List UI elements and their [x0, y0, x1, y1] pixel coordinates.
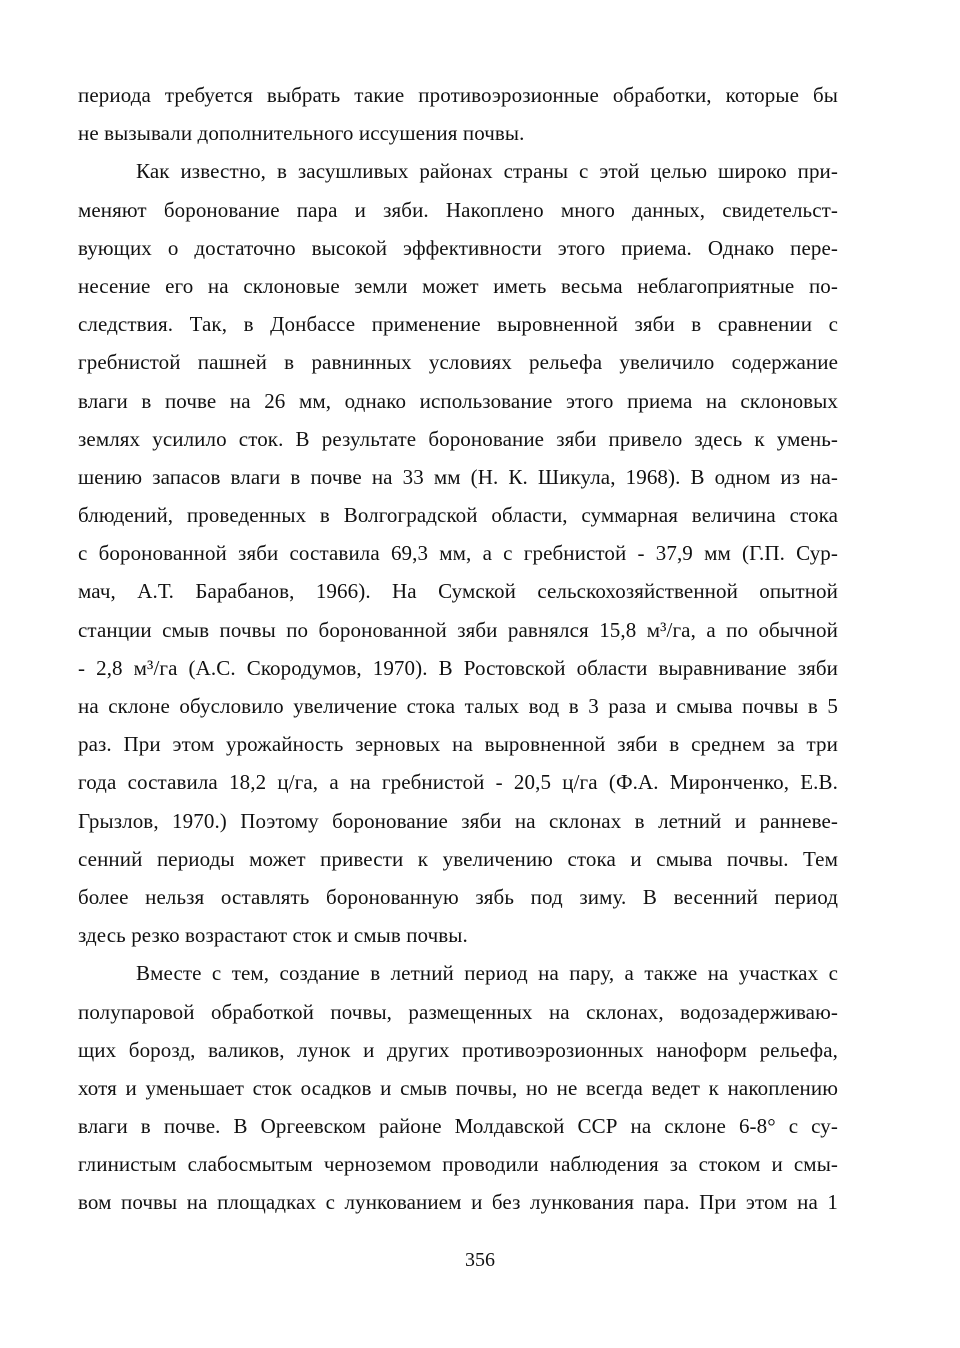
text-line: вом почвы на площадках с лункованием и без лункования пара. При этом на 1 [78, 1190, 838, 1215]
text-line: не вызывали дополнительного иссушения почвы. [78, 121, 525, 146]
text-line: на склоне обусловило увеличение стока талых вод в 3 раза и смыва почвы в 5 [78, 694, 838, 718]
paragraph [78, 152, 838, 954]
text-line: - 2,8 м³/га (А.С. Скородумов, 1970). В Ростовской области выравнивание зяби [78, 655, 838, 680]
text-line: щих борозд, валиков, лунок и других противоэрозионных наноформ рельефа, [78, 1037, 838, 1062]
text-line: гребнистой пашней в равнинных условиях рельефа увеличило содержание [78, 350, 838, 375]
text-line: года составила 18,2 ц/га, а на гребнистой - 20,5 ц/га (Ф.А. Миронченко, Е.В. [78, 770, 838, 795]
text-line: несение его на склоновые земли может иметь весьма неблагоприятные по- [78, 273, 838, 298]
text-line: хотя и уменьшает сток осадков и смыв почвы, но не всегда ведет к накоплению [78, 1075, 838, 1100]
text-line: меняют боронование пара и зяби. Накоплено много данных, свидетельст- [78, 197, 838, 222]
text-line: раз. При этом урожайность зерновых на выровненной зяби в среднем за три [78, 732, 838, 757]
body-text [78, 76, 838, 1222]
text-line: с боронованной зяби составила 69,3 мм, а с гребнистой - 37,9 мм (Г.П. Сур- [78, 541, 838, 566]
text-line: влаги в почве на 26 мм, однако использование этого приема на склоновых [78, 388, 838, 413]
text-line: мач, А.Т. Барабанов, 1966). На Сумской сельскохозяйственной опытной [78, 579, 838, 604]
text-line: станции смыв почвы по боронованной зяби равнялся 15,8 м³/га, а по обычной [78, 617, 838, 642]
text-line: сенний периоды может привести к увеличению стока и смыва почвы. Тем [78, 846, 838, 871]
text-line: здесь резко возрастают сток и смыв почвы. [78, 923, 468, 948]
text-line: Как известно, в засушливых районах страны с этой целью широко при- [136, 159, 838, 184]
paragraph [78, 954, 838, 1221]
text-line: шению запасов влаги в почве на 33 мм (Н. К. Шикула, 1968). В одном из на- [78, 464, 838, 489]
text-line: более нельзя оставлять боронованную зябь под зиму. В весенний период [78, 884, 838, 909]
text-line: вующих о достаточно высокой эффективности этого приема. Однако пере- [78, 235, 838, 260]
text-line: периода требуется выбрать такие противоэрозионные обработки, которые бы [78, 83, 838, 107]
text-line: землях усилило сток. В результате боронование зяби привело здесь к умень- [78, 426, 838, 451]
text-line: Грызлов, 1970.) Поэтому боронование зяби на склонах в летний и ранневе- [78, 808, 838, 833]
paragraph [78, 76, 838, 152]
text-line: следствия. Так, в Донбассе применение выровненной зяби в сравнении с [78, 312, 838, 337]
text-line: Вместе с тем, создание в летний период на пару, а также на участках с [136, 961, 838, 986]
text-line: блюдений, проведенных в Волгоградской области, суммарная величина стока [78, 503, 838, 528]
text-line: полупаровой обработкой почвы, размещенных на склонах, водозадерживаю- [78, 999, 838, 1024]
text-line: глинистым слабосмытым черноземом проводили наблюдения за стоком и смы- [78, 1152, 838, 1177]
page-number: 356 [465, 1249, 495, 1271]
text-line: влаги в почве. В Оргеевском районе Молдавской ССР на склоне 6-8° с су- [78, 1114, 838, 1139]
